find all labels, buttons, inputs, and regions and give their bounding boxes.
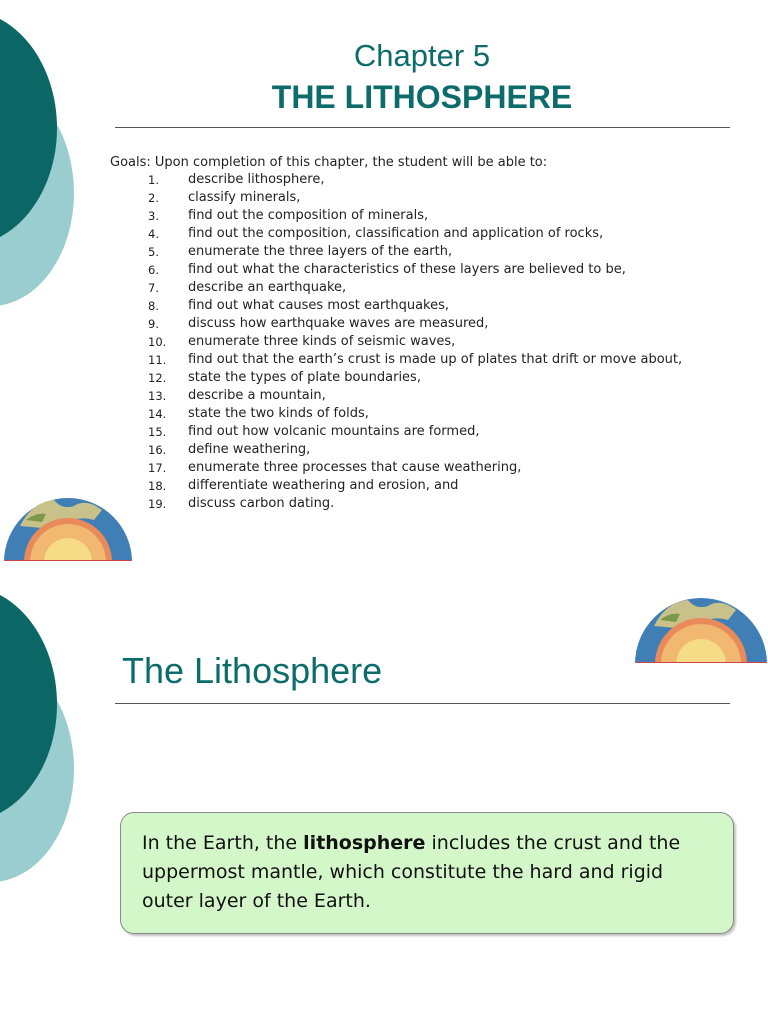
goal-item: [110, 369, 768, 387]
goal-number: 17.: [148, 461, 167, 475]
goal-item: [110, 351, 768, 369]
definition-text-before: In the Earth, the: [142, 832, 304, 854]
title-divider: [115, 127, 730, 128]
chapter-number: Chapter 5: [353, 38, 491, 73]
goal-text: classify minerals,: [188, 190, 301, 205]
goal-text: discuss carbon dating.: [188, 496, 335, 511]
slide-title: The Lithosphere: [122, 650, 383, 691]
earth-layers-icon: [634, 590, 768, 664]
goal-number: 5.: [148, 245, 159, 259]
goal-item: [110, 405, 768, 423]
earth-layers-icon: [2, 490, 134, 562]
goal-item: [110, 243, 768, 261]
goal-text: discuss how earthquake waves are measured,: [188, 316, 489, 331]
goal-number: 16.: [148, 443, 167, 457]
goal-number: 13.: [148, 389, 167, 403]
goal-number: 3.: [148, 209, 159, 223]
goal-item: [110, 225, 768, 243]
goal-text: define weathering,: [188, 442, 311, 457]
goal-item: [110, 315, 768, 333]
goal-number: 10.: [148, 335, 167, 349]
chapter-title: THE LITHOSPHERE: [271, 79, 573, 115]
goals-list: [110, 171, 768, 513]
goals-intro: Goals: Upon completion of this chapter, the student will be able to:: [110, 155, 548, 170]
goal-item: [110, 189, 768, 207]
goal-item: [110, 387, 768, 405]
definition-text-after: includes the crust and the uppermost mantle, which constitute the hard and rigid outer layer of the Earth.: [142, 832, 681, 912]
goal-text: describe an earthquake,: [188, 280, 347, 295]
goal-item: [110, 495, 768, 513]
goal-text: find out what the characteristics of these layers are believed to be,: [188, 262, 626, 277]
goal-text: find out how volcanic mountains are formed,: [188, 424, 480, 439]
goal-item: [110, 261, 768, 279]
title-divider: [115, 703, 730, 704]
goal-number: 14.: [148, 407, 167, 421]
goals-section: [110, 154, 768, 513]
goal-item: [110, 171, 768, 189]
goal-number: 4.: [148, 227, 159, 241]
goal-text: state the two kinds of folds,: [188, 406, 369, 421]
slide-lithosphere-definition: [0, 576, 768, 1024]
goal-text: describe lithosphere,: [188, 172, 325, 187]
goal-text: state the types of plate boundaries,: [188, 370, 421, 385]
goal-number: 11.: [148, 353, 167, 367]
goal-item: [110, 477, 768, 495]
goal-item: [110, 441, 768, 459]
goal-number: 1.: [148, 173, 159, 187]
goal-item: [110, 423, 768, 441]
goal-item: [110, 279, 768, 297]
goal-text: find out the composition of minerals,: [188, 208, 429, 223]
goal-number: 6.: [148, 263, 159, 277]
goal-number: 19.: [148, 497, 167, 511]
goal-text: enumerate the three layers of the earth,: [188, 244, 453, 259]
goal-text: enumerate three kinds of seismic waves,: [188, 334, 456, 349]
goal-item: [110, 333, 768, 351]
goal-number: 2.: [148, 191, 159, 205]
goal-text: find out the composition, classification and application of rocks,: [188, 226, 604, 241]
definition-term: lithosphere: [303, 832, 426, 854]
goal-number: 9.: [148, 317, 159, 331]
goal-text: differentiate weathering and erosion, and: [188, 478, 459, 493]
definition-box: [120, 812, 734, 934]
goal-text: find out that the earth’s crust is made up of plates that drift or move about,: [188, 352, 683, 367]
goal-number: 18.: [148, 479, 167, 493]
goal-item: [110, 459, 768, 477]
goal-text: enumerate three processes that cause weathering,: [188, 460, 522, 475]
goal-number: 7.: [148, 281, 159, 295]
goal-text: describe a mountain,: [188, 388, 326, 403]
goal-text: find out what causes most earthquakes,: [188, 298, 450, 313]
goal-number: 8.: [148, 299, 159, 313]
goal-number: 12.: [148, 371, 167, 385]
goal-number: 15.: [148, 425, 167, 439]
goal-item: [110, 297, 768, 315]
goal-item: [110, 207, 768, 225]
